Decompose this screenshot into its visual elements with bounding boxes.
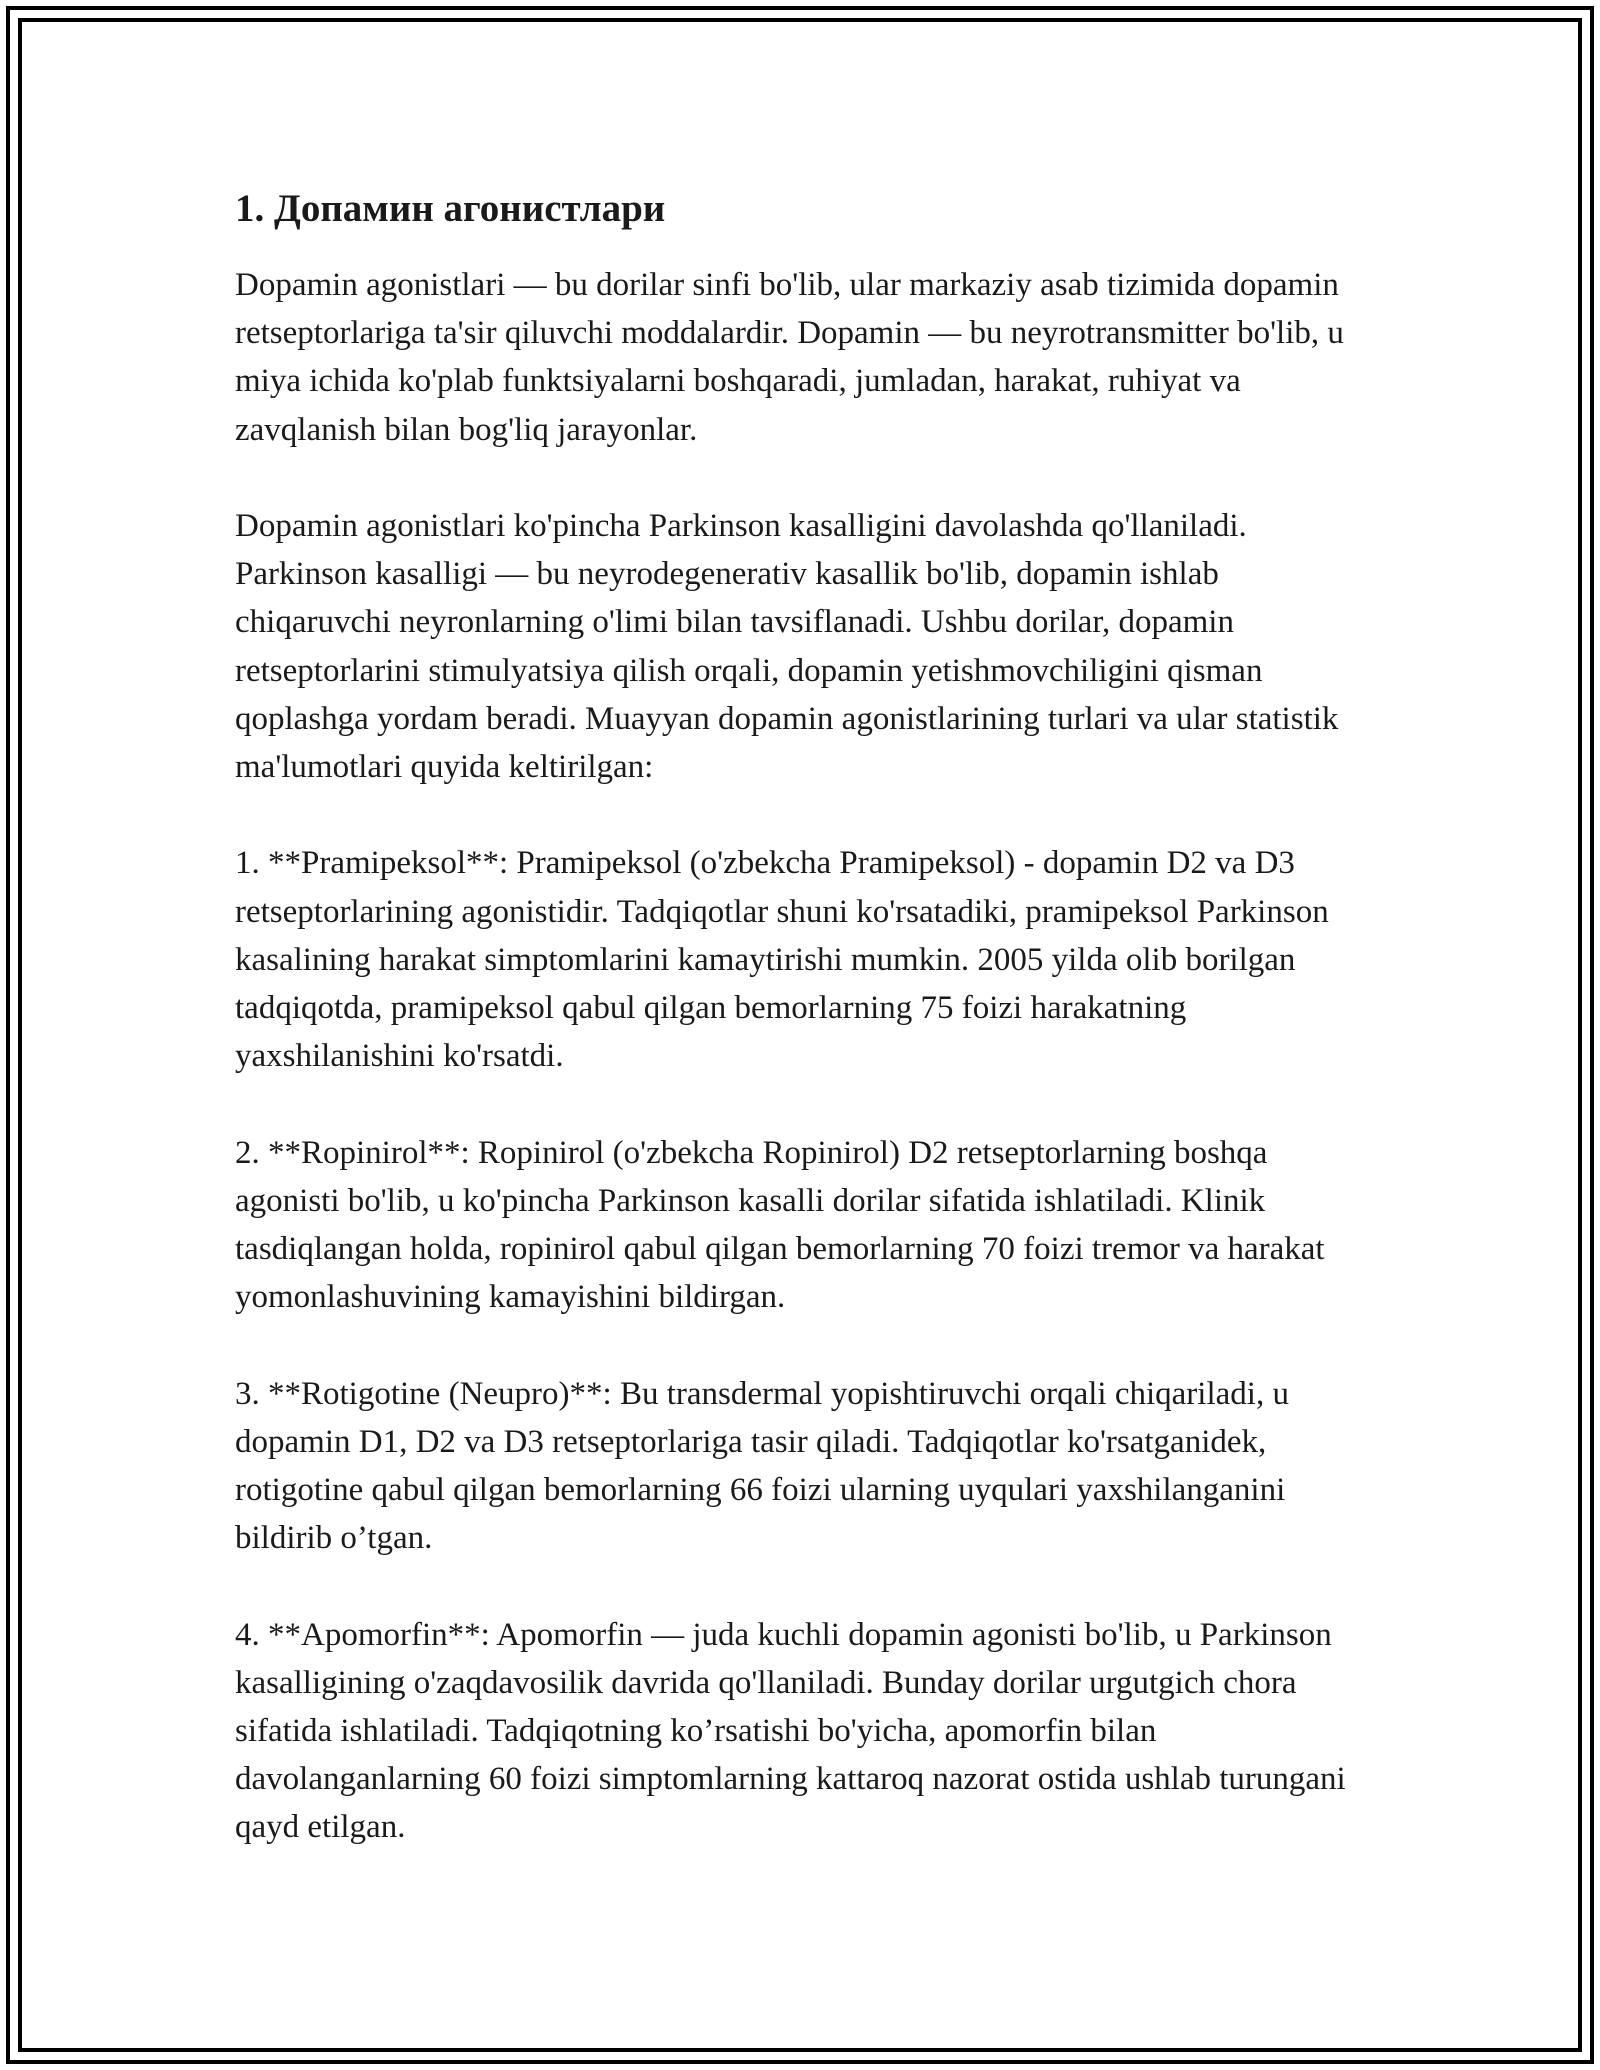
list-item-apomorfin: 4. **Apomorfin**: Apomorfin — juda kuchli dopamin agonisti bo'lib, u Parkinson kasalligining o'zaqdavosilik davrida qo'llaniladi. Bunday dorilar urgutgich chora sifatida ishlatiladi. Tadqiqotning ko’rsatishi bo'yicha, apomorfin bilan davolanganlarning 60 foizi simptomlarning kattaroq nazorat ostida ushlab turungani qayd etilgan. — [235, 1616, 1346, 1846]
document-body — [235, 185, 1370, 1852]
list-item-ropinirol: 2. **Ropinirol**: Ropinirol (o'zbekcha Ropinirol) D2 retseptorlarning boshqa agonisti bo'lib, u ko'pincha Parkinson kasalli dorilar sifatida ishlatiladi. Klinik tasdiqlangan holda, ropinirol qabul qilgan bemorlarning 70 foizi tremor va harakat yomonlashuvining kamayishini bildirgan. — [235, 1134, 1325, 1316]
list-item-rotigotine: 3. **Rotigotine (Neupro)**: Bu transdermal yopishtiruvchi orqali chiqariladi, u dopamin D1, D2 va D3 retseptorlariga tasir qiladi. Tadqiqotlar ko'rsatganidek, rotigotine qabul qilgan bemorlarning 66 foizi ularning uyqulari yaxshilanganini bildirib o’tgan. — [235, 1375, 1289, 1557]
paragraph-intro: Dopamin agonistlari — bu dorilar sinfi bo'lib, ular markaziy asab tizimida dopamin retseptorlariga ta'sir qiluvchi moddalardir. Dopamin — bu neyrotransmitter bo'lib, u miya ichida ko'plab funktsiyalarni boshqaradi, jumladan, harakat, ruhiyat va zavqlanish bilan bog'liq jarayonlar. — [235, 267, 1344, 448]
paragraph-parkinson: Dopamin agonistlari ko'pincha Parkinson kasalligini davolashda qo'llaniladi. Parkinson kasalligi — bu neyrodegenerativ kasallik bo'lib, dopamin ishlab chiqaruvchi neyronlarning o'limi bilan tavsiflanadi. Ushbu dorilar, dopamin retseptorlarini stimulyatsiya qilish orqali, dopamin yetishmovchiligini qisman qoplashga yordam beradi. Muayyan dopamin agonistlarining turlari va ular statistik ma'lumotlari quyida keltirilgan: — [235, 508, 1339, 786]
section-heading: 1. Допамин агонистлари — [235, 187, 666, 230]
list-item-pramipeksol: 1. **Pramipeksol**: Pramipeksol (o'zbekcha Pramipeksol) - dopamin D2 va D3 retseptorlarining agonistidir. Tadqiqotlar shuni ko'rsatadiki, pramipeksol Parkinson kasalining harakat simptomlarini kamaytirishi mumkin. 2005 yilda olib borilgan tadqiqotda, pramipeksol qabul qilgan bemorlarning 75 foizi harakatning yaxshilanishini ko'rsatdi. — [235, 845, 1329, 1075]
